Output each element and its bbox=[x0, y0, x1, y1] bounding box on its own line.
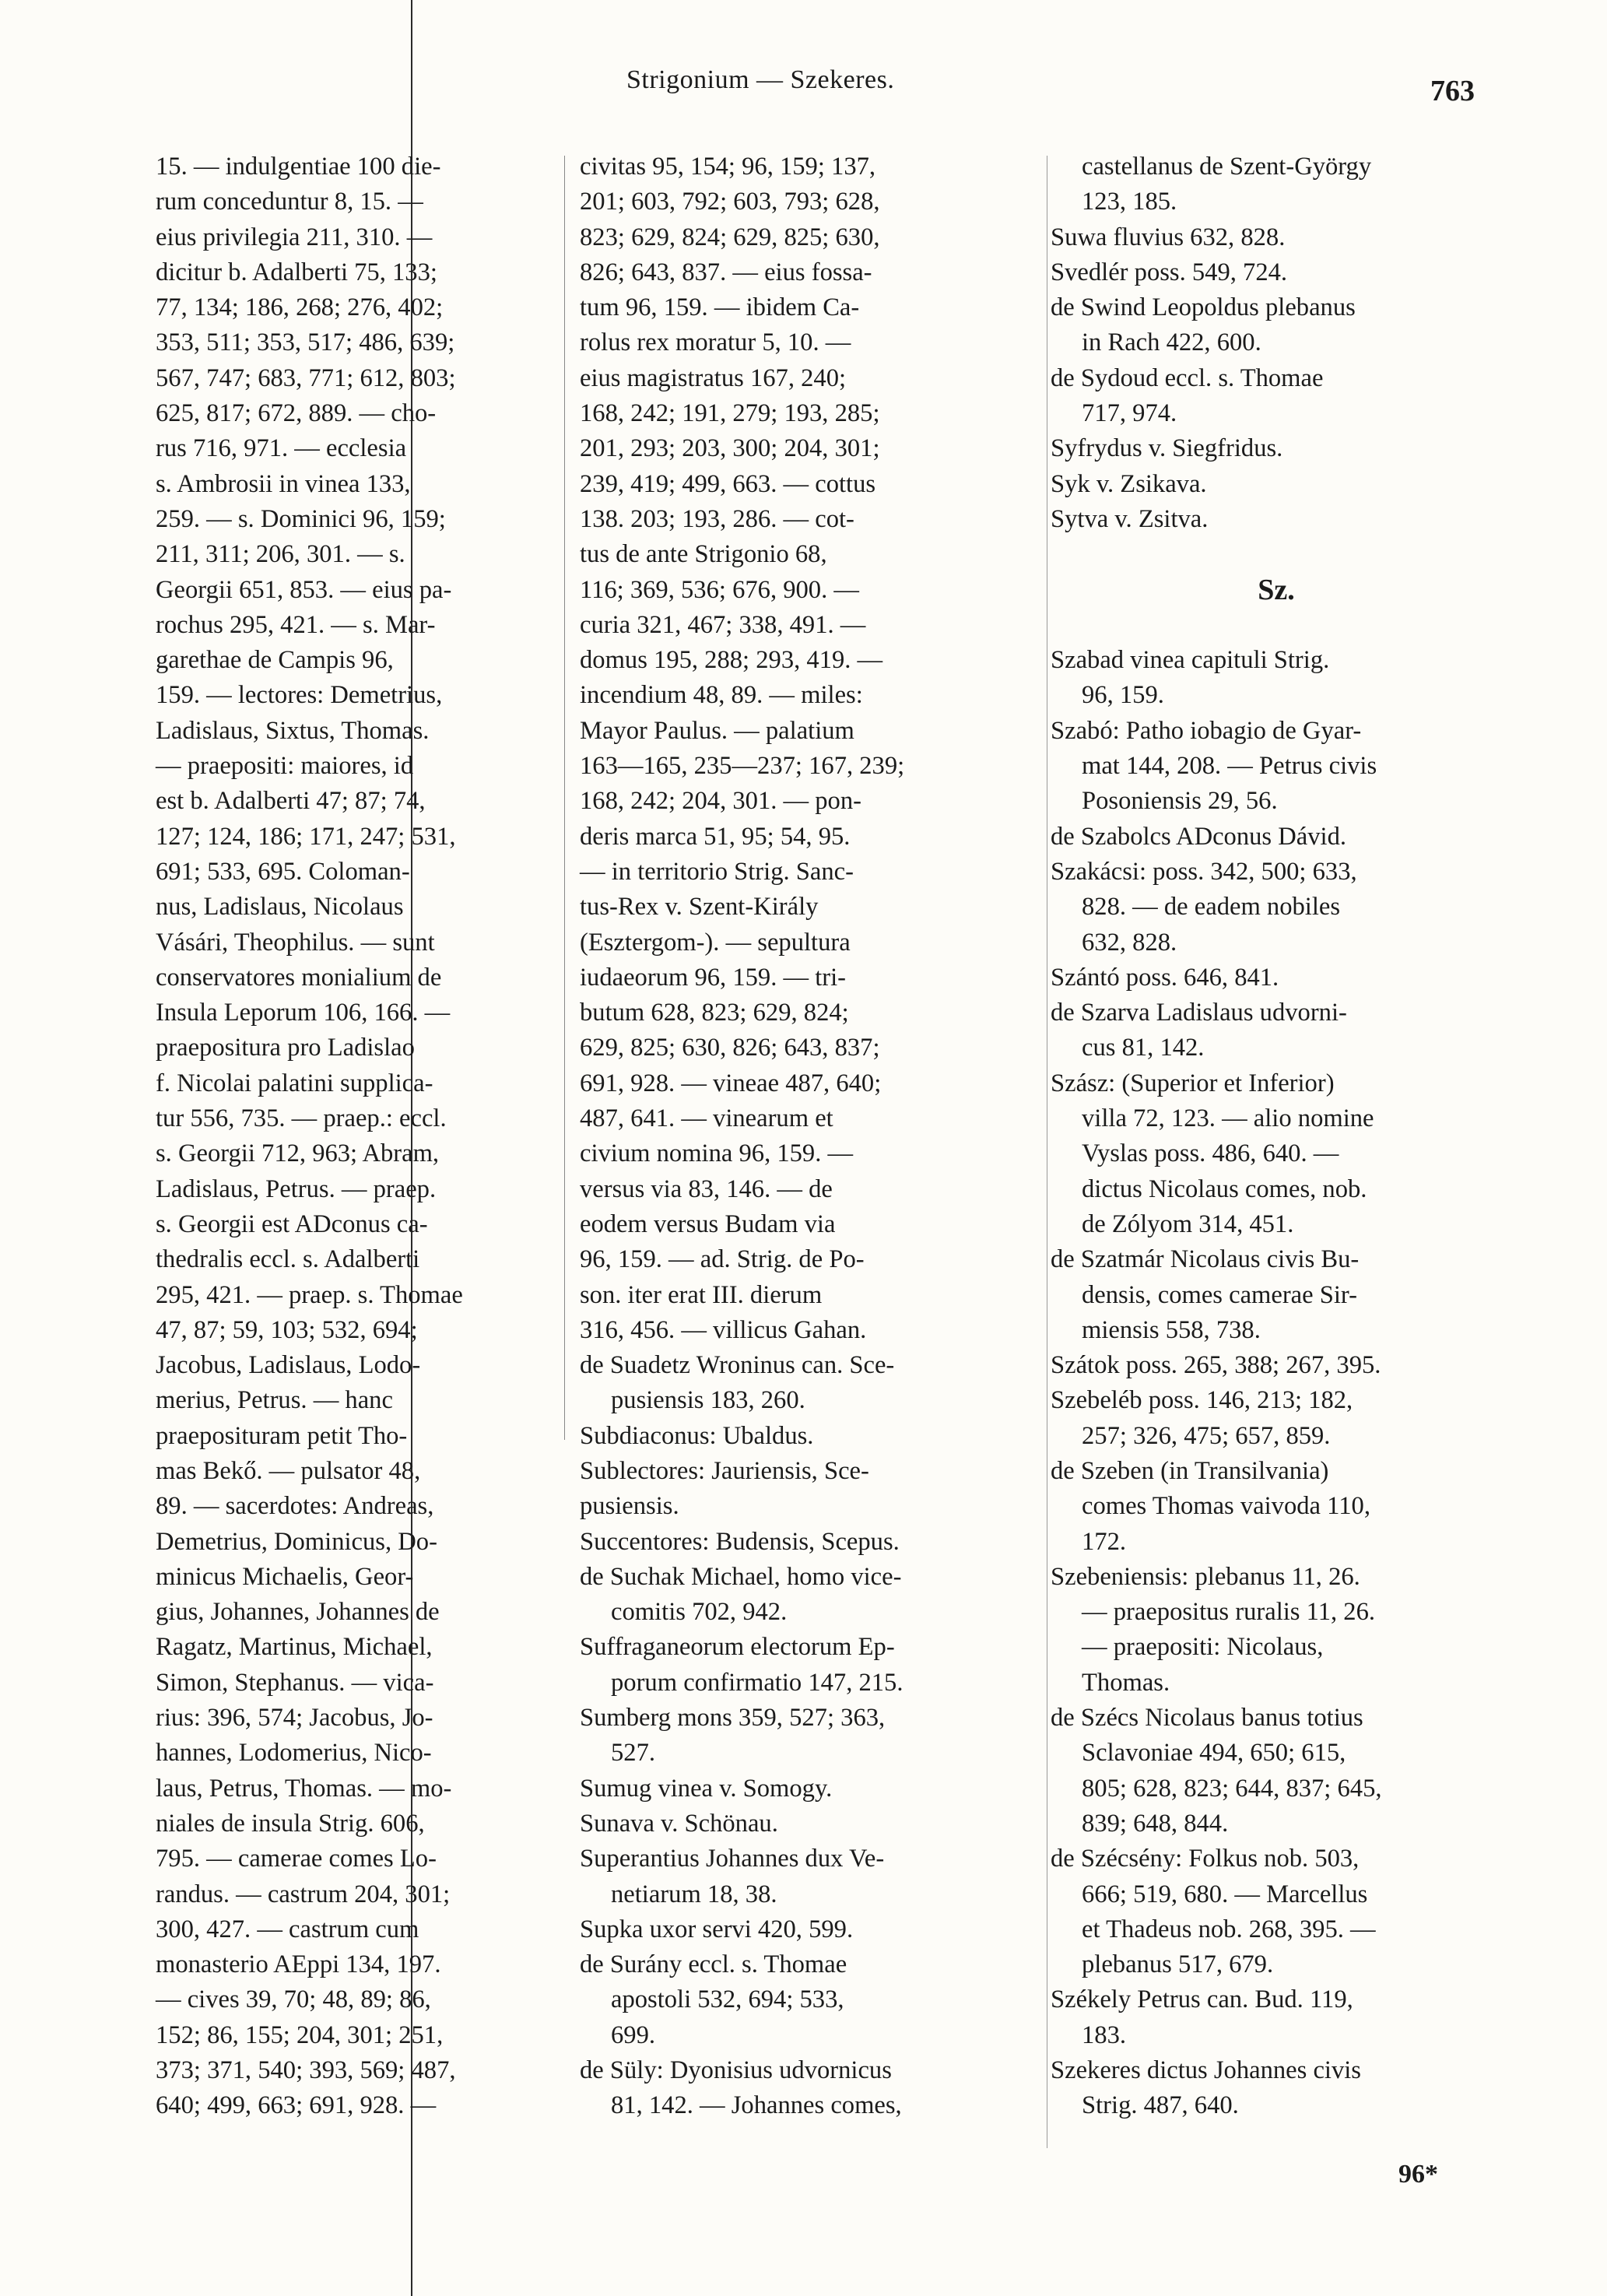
index-line: Szántó poss. 646, 841. bbox=[1051, 963, 1279, 992]
index-line: de Szeben (in Transilvania) bbox=[1051, 1456, 1329, 1485]
index-line: eius magistratus 167, 240; bbox=[580, 363, 847, 392]
index-line: thedralis eccl. s. Adalberti bbox=[156, 1245, 420, 1274]
index-line: (Esztergom-). — sepultura bbox=[580, 928, 851, 957]
index-line: s. Georgii 712, 963; Abram, bbox=[156, 1139, 440, 1168]
index-line: 138. 203; 193, 286. — cot- bbox=[580, 504, 854, 533]
index-line bbox=[1051, 608, 1502, 643]
index-line: densis, comes camerae Sir- bbox=[1082, 1280, 1357, 1309]
index-line: 717, 974. bbox=[1082, 399, 1177, 428]
index-line: Szabad vinea capituli Strig. bbox=[1051, 646, 1330, 675]
index-line: versus via 83, 146. — de bbox=[580, 1174, 833, 1203]
index-line: rius: 396, 574; Jacobus, Jo- bbox=[156, 1704, 433, 1733]
index-line: Szekeres dictus Johannes civis bbox=[1051, 2056, 1361, 2085]
index-line: son. iter erat III. dierum bbox=[580, 1280, 823, 1309]
index-line: miensis 558, 738. bbox=[1082, 1315, 1261, 1344]
index-line: Ragatz, Martinus, Michael, bbox=[156, 1633, 433, 1662]
index-line: — praepositus ruralis 11, 26. bbox=[1082, 1598, 1376, 1627]
index-line: Suwa fluvius 632, 828. bbox=[1051, 223, 1286, 251]
index-line: Superantius Johannes dux Ve- bbox=[580, 1845, 885, 1873]
index-line: Szabó: Patho iobagio de Gyar- bbox=[1051, 716, 1362, 745]
index-column-3 bbox=[1051, 149, 1502, 2124]
index-line: merius, Petrus. — hanc bbox=[156, 1386, 393, 1415]
index-line: 168, 242; 204, 301. — pon- bbox=[580, 787, 861, 816]
index-line: Sumug vinea v. Somogy. bbox=[580, 1774, 833, 1803]
index-line: de Szarva Ladislaus udvorni- bbox=[1051, 999, 1347, 1027]
index-line: Székely Petrus can. Bud. 119, bbox=[1051, 1985, 1353, 2014]
index-line: apostoli 532, 694; 533, bbox=[611, 1985, 844, 2014]
index-line: Szakácsi: poss. 342, 500; 633, bbox=[1051, 857, 1357, 886]
index-line: rus 716, 971. — ecclesia bbox=[156, 434, 407, 463]
index-line: s. Ambrosii in vinea 133, bbox=[156, 469, 411, 498]
index-line: 211, 311; 206, 301. — s. bbox=[156, 540, 405, 569]
index-line: rochus 295, 421. — s. Mar- bbox=[156, 610, 436, 639]
index-line: Sclavoniae 494, 650; 615, bbox=[1082, 1739, 1346, 1768]
index-line: villa 72, 123. — alio nomine bbox=[1082, 1104, 1374, 1133]
index-line: 567, 747; 683, 771; 612, 803; bbox=[156, 363, 456, 392]
index-line: monasterio AEppi 134, 197. bbox=[156, 1950, 441, 1979]
index-line: butum 628, 823; 629, 824; bbox=[580, 999, 849, 1027]
index-line: Succentores: Budensis, Scepus. bbox=[580, 1527, 900, 1556]
index-line: Syk v. Zsikava. bbox=[1051, 469, 1207, 498]
index-line: 632, 828. bbox=[1082, 928, 1177, 957]
index-line: 77, 134; 186, 268; 276, 402; bbox=[156, 293, 444, 322]
index-line: Szebeléb poss. 146, 213; 182, bbox=[1051, 1386, 1353, 1415]
index-line: Jacobus, Ladislaus, Lodo- bbox=[156, 1351, 421, 1380]
index-line: 795. — camerae comes Lo- bbox=[156, 1845, 437, 1873]
index-line: Insula Leporum 106, 166. — bbox=[156, 999, 451, 1027]
index-line: 89. — sacerdotes: Andreas, bbox=[156, 1492, 434, 1521]
index-line: 629, 825; 630, 826; 643, 837; bbox=[580, 1034, 880, 1062]
index-line: Georgii 651, 853. — eius pa- bbox=[156, 575, 452, 604]
index-line: garethae de Campis 96, bbox=[156, 646, 394, 675]
index-line: praepositura pro Ladislao bbox=[156, 1034, 415, 1062]
index-line: castellanus de Szent-György bbox=[1082, 153, 1372, 181]
index-line: 691; 533, 695. Coloman- bbox=[156, 857, 410, 886]
index-line: f. Nicolai palatini supplica- bbox=[156, 1069, 433, 1097]
index-line: — praepositi: maiores, id bbox=[156, 752, 414, 781]
index-line: de Swind Leopoldus plebanus bbox=[1051, 293, 1356, 322]
index-line: Sytva v. Zsitva. bbox=[1051, 504, 1209, 533]
index-line: 201; 603, 792; 603, 793; 628, bbox=[580, 188, 880, 216]
index-line: tus-Rex v. Szent-Király bbox=[580, 893, 819, 922]
index-line: 159. — lectores: Demetrius, bbox=[156, 681, 443, 710]
index-line: 257; 326, 475; 657, 859. bbox=[1082, 1421, 1331, 1450]
index-line: 691, 928. — vineae 487, 640; bbox=[580, 1069, 882, 1097]
index-line: mat 144, 208. — Petrus civis bbox=[1082, 752, 1377, 781]
index-line: 300, 427. — castrum cum bbox=[156, 1915, 419, 1943]
running-head: Strigonium — Szekeres. bbox=[626, 65, 895, 94]
index-line: Syfrydus v. Siegfridus. bbox=[1051, 434, 1283, 463]
index-line: pusiensis. bbox=[580, 1492, 679, 1521]
index-line: randus. — castrum 204, 301; bbox=[156, 1880, 451, 1908]
index-line: 123, 185. bbox=[1082, 188, 1177, 216]
index-line: hannes, Lodomerius, Nico- bbox=[156, 1739, 432, 1768]
index-line: Strig. 487, 640. bbox=[1082, 2091, 1239, 2120]
index-line: 81, 142. — Johannes comes, bbox=[611, 2091, 902, 2120]
index-line: 96, 159. — ad. Strig. de Po- bbox=[580, 1245, 865, 1274]
index-line: Suffraganeorum electorum Ep- bbox=[580, 1633, 895, 1662]
index-line bbox=[1051, 537, 1502, 572]
index-line: incendium 48, 89. — miles: bbox=[580, 681, 863, 710]
index-line: Sunava v. Schönau. bbox=[580, 1809, 778, 1838]
index-line: 168, 242; 191, 279; 193, 285; bbox=[580, 399, 880, 428]
index-line: comes Thomas vaivoda 110, bbox=[1082, 1492, 1370, 1521]
index-line: 487, 641. — vinearum et bbox=[580, 1104, 833, 1133]
index-line: Mayor Paulus. — palatium bbox=[580, 716, 854, 745]
index-line: 640; 499, 663; 691, 928. — bbox=[156, 2091, 437, 2120]
index-line: in Rach 422, 600. bbox=[1082, 328, 1261, 357]
index-line: de Szabolcs ADconus Dávid. bbox=[1051, 822, 1347, 851]
index-line: mas Bekő. — pulsator 48, bbox=[156, 1456, 421, 1485]
index-line: minicus Michaelis, Geor- bbox=[156, 1562, 414, 1591]
index-line: et Thadeus nob. 268, 395. — bbox=[1082, 1915, 1376, 1943]
index-line: 839; 648, 844. bbox=[1082, 1809, 1229, 1838]
index-line: Vyslas poss. 486, 640. — bbox=[1082, 1139, 1339, 1168]
section-letter: Sz. bbox=[1258, 573, 1295, 606]
index-line: 828. — de eadem nobiles bbox=[1082, 893, 1341, 922]
index-line: de Suchak Michael, homo vice- bbox=[580, 1562, 902, 1591]
index-line: Svedlér poss. 549, 724. bbox=[1051, 258, 1288, 286]
index-line: curia 321, 467; 338, 491. — bbox=[580, 610, 866, 639]
index-line: Supka uxor servi 420, 599. bbox=[580, 1915, 854, 1943]
index-line: Posoniensis 29, 56. bbox=[1082, 787, 1278, 816]
index-line: 201, 293; 203, 300; 204, 301; bbox=[580, 434, 880, 463]
index-line: rolus rex moratur 5, 10. — bbox=[580, 328, 851, 357]
index-line: de Sydoud eccl. s. Thomae bbox=[1051, 363, 1324, 392]
index-line: comitis 702, 942. bbox=[611, 1598, 788, 1627]
index-line: 823; 629, 824; 629, 825; 630, bbox=[580, 223, 880, 251]
index-line: 805; 628, 823; 644, 837; 645, bbox=[1082, 1774, 1382, 1803]
index-line: 172. bbox=[1082, 1527, 1127, 1556]
index-line: 127; 124, 186; 171, 247; 531, bbox=[156, 822, 456, 851]
index-line: civium nomina 96, 159. — bbox=[580, 1139, 854, 1168]
index-line: 152; 86, 155; 204, 301; 251, bbox=[156, 2020, 444, 2049]
index-line: — cives 39, 70; 48, 89; 86, bbox=[156, 1985, 431, 2014]
index-line: de Süly: Dyonisius udvornicus bbox=[580, 2056, 892, 2085]
index-line: niales de insula Strig. 606, bbox=[156, 1809, 425, 1838]
index-line: est b. Adalberti 47; 87; 74, bbox=[156, 787, 426, 816]
index-line: netiarum 18, 38. bbox=[611, 1880, 777, 1908]
index-line: Vásári, Theophilus. — sunt bbox=[156, 928, 435, 957]
index-line: 353, 511; 353, 517; 486, 639; bbox=[156, 328, 455, 357]
page-number: 763 bbox=[1430, 75, 1475, 107]
index-line: Szátok poss. 265, 388; 267, 395. bbox=[1051, 1351, 1381, 1380]
index-line: 239, 419; 499, 663. — cottus bbox=[580, 469, 876, 498]
index-line: dicitur b. Adalberti 75, 133; bbox=[156, 258, 437, 286]
index-line: — praepositi: Nicolaus, bbox=[1082, 1633, 1324, 1662]
index-line: porum confirmatio 147, 215. bbox=[611, 1668, 903, 1697]
index-line: tum 96, 159. — ibidem Ca- bbox=[580, 293, 860, 322]
index-line: de Szécs Nicolaus banus totius bbox=[1051, 1704, 1363, 1733]
index-line: domus 195, 288; 293, 419. — bbox=[580, 646, 883, 675]
index-line: Ladislaus, Petrus. — praep. bbox=[156, 1174, 437, 1203]
index-column-2 bbox=[580, 149, 1016, 2124]
index-line: Demetrius, Dominicus, Do- bbox=[156, 1527, 437, 1556]
index-line: tus de ante Strigonio 68, bbox=[580, 540, 827, 569]
index-line: cus 81, 142. bbox=[1082, 1034, 1205, 1062]
index-line: rum conceduntur 8, 15. — bbox=[156, 188, 423, 216]
index-line: eius privilegia 211, 310. — bbox=[156, 223, 433, 251]
index-line: Subdiaconus: Ubaldus. bbox=[580, 1421, 814, 1450]
index-line: Szebeniensis: plebanus 11, 26. bbox=[1051, 1562, 1360, 1591]
index-line: de Surány eccl. s. Thomae bbox=[580, 1950, 847, 1979]
index-line: 116; 369, 536; 676, 900. — bbox=[580, 575, 859, 604]
index-line: de Szécsény: Folkus nob. 503, bbox=[1051, 1845, 1360, 1873]
index-line: 47, 87; 59, 103; 532, 694; bbox=[156, 1315, 418, 1344]
index-line: 316, 456. — villicus Gahan. bbox=[580, 1315, 867, 1344]
index-line: 527. bbox=[611, 1739, 656, 1768]
index-line: eodem versus Budam via bbox=[580, 1209, 836, 1238]
index-line: de Suadetz Wroninus can. Sce- bbox=[580, 1351, 895, 1380]
index-line: praeposituram petit Tho- bbox=[156, 1421, 408, 1450]
index-line: s. Georgii est ADconus ca- bbox=[156, 1209, 428, 1238]
signature-mark: 96* bbox=[1398, 2160, 1438, 2189]
index-line: civitas 95, 154; 96, 159; 137, bbox=[580, 153, 876, 181]
column-rule-left bbox=[564, 156, 565, 1440]
index-line: Thomas. bbox=[1082, 1668, 1170, 1697]
index-line: deris marca 51, 95; 54, 95. bbox=[580, 822, 851, 851]
index-line: 183. bbox=[1082, 2020, 1127, 2049]
index-line: 826; 643, 837. — eius fossa- bbox=[580, 258, 872, 286]
index-line: 96, 159. bbox=[1082, 681, 1164, 710]
index-line: 373; 371, 540; 393, 569; 487, bbox=[156, 2056, 456, 2085]
index-line: plebanus 517, 679. bbox=[1082, 1950, 1274, 1979]
index-line: 295, 421. — praep. s. Thomae bbox=[156, 1280, 463, 1309]
index-line: pusiensis 183, 260. bbox=[611, 1386, 805, 1415]
index-line: Szász: (Superior et Inferior) bbox=[1051, 1069, 1335, 1097]
index-line: — in territorio Strig. Sanc- bbox=[580, 857, 854, 886]
index-line: 666; 519, 680. — Marcellus bbox=[1082, 1880, 1368, 1908]
index-line: 699. bbox=[611, 2020, 656, 2049]
page-header bbox=[0, 0, 1607, 117]
index-line: 15. — indulgentiae 100 die- bbox=[156, 153, 441, 181]
index-line: 625, 817; 672, 889. — cho- bbox=[156, 399, 437, 428]
index-column-1 bbox=[156, 149, 545, 2124]
index-line: nus, Ladislaus, Nicolaus bbox=[156, 893, 404, 922]
index-line: laus, Petrus, Thomas. — mo- bbox=[156, 1774, 452, 1803]
index-line: 259. — s. Dominici 96, 159; bbox=[156, 504, 446, 533]
index-line: Sumberg mons 359, 527; 363, bbox=[580, 1704, 886, 1733]
index-line: Sublectores: Jauriensis, Sce- bbox=[580, 1456, 869, 1485]
index-line: Ladislaus, Sixtus, Thomas. bbox=[156, 716, 430, 745]
index-line: de Szatmár Nicolaus civis Bu- bbox=[1051, 1245, 1360, 1274]
index-line: iudaeorum 96, 159. — tri- bbox=[580, 963, 847, 992]
index-line: tur 556, 735. — praep.: eccl. bbox=[156, 1104, 447, 1133]
index-line: conservatores monialium de bbox=[156, 963, 442, 992]
index-line: dictus Nicolaus comes, nob. bbox=[1082, 1174, 1367, 1203]
index-line: gius, Johannes, Johannes de bbox=[156, 1598, 440, 1627]
index-line: 163—165, 235—237; 167, 239; bbox=[580, 752, 905, 781]
index-line: Simon, Stephanus. — vica- bbox=[156, 1668, 434, 1697]
index-line: de Zólyom 314, 451. bbox=[1082, 1209, 1294, 1238]
